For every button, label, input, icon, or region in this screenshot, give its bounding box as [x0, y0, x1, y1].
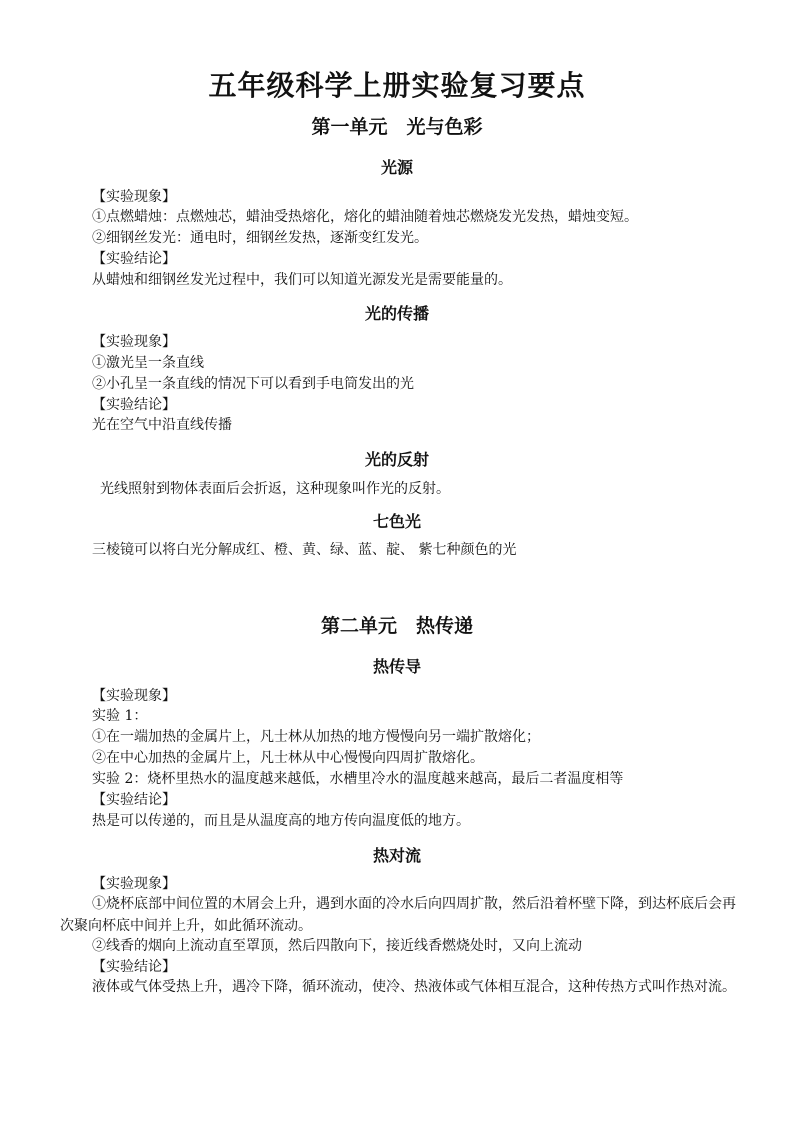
seven-colors-text: 三棱镜可以将白光分解成红、橙、黄、绿、蓝、靛、 紫七种颜色的光 — [92, 542, 517, 558]
unit2-heading: 第二单元 热传递 — [320, 615, 473, 637]
reflection-text: 光线照射到物体表面后会折返，这种现象叫作光的反射。 — [100, 481, 450, 497]
conduction-exp1-label: 实验 1： — [92, 708, 148, 724]
conduction-exp1-item-2: ②在中心加热的金属片上，凡士林从中心慢慢向四周扩散熔化。 — [92, 750, 484, 766]
light-source-heading: 光源 — [380, 158, 413, 177]
conduction-exp1-item-1: ①在一端加热的金属片上，凡士林从加热的地方慢慢向另一端扩散熔化； — [92, 729, 540, 745]
light-source-phenomenon-2: ②细钢丝发光：通电时，细钢丝发热，逐渐变红发光。 — [92, 230, 428, 246]
light-source-phenomenon-label: 【实验现象】 — [92, 189, 176, 205]
light-source-conclusion-label: 【实验结论】 — [92, 251, 176, 267]
conduction-exp2: 实验 2：烧杯里热水的温度越来越低，水槽里冷水的温度越来越高，最后二者温度相等 — [92, 771, 624, 787]
propagation-conclusion: 光在空气中沿直线传播 — [92, 417, 232, 433]
reflection-heading: 光的反射 — [364, 450, 429, 469]
propagation-phenomenon-1: ①激光呈一条直线 — [92, 355, 204, 371]
unit1-heading: 第一单元 光与色彩 — [311, 116, 483, 138]
convection-conclusion-label: 【实验结论】 — [92, 959, 176, 975]
propagation-heading: 光的传播 — [364, 304, 429, 323]
conduction-conclusion: 热是可以传递的，而且是从温度高的地方传向温度低的地方。 — [92, 813, 470, 829]
conduction-phenomenon-label: 【实验现象】 — [92, 688, 176, 704]
light-source-phenomenon-1: ①点燃蜡烛：点燃烛芯，蜡油受热熔化，熔化的蜡油随着烛芯燃烧发光发热，蜡烛变短。 — [92, 209, 638, 225]
propagation-conclusion-label: 【实验结论】 — [92, 397, 176, 413]
convection-phenomenon-2: ②线香的烟向上流动直至罩顶，然后四散向下，接近线香燃烧处时，又向上流动 — [92, 938, 582, 954]
convection-phenomenon-label: 【实验现象】 — [92, 876, 176, 892]
propagation-phenomenon-label: 【实验现象】 — [92, 334, 176, 350]
conduction-heading: 热传导 — [372, 657, 421, 676]
convection-conclusion: 液体或气体受热上升，遇冷下降，循环流动，使冷、热液体或气体相互混合，这种传热方式叫作热对流。 — [92, 979, 736, 995]
page-title: 五年级科学上册实验复习要点 — [208, 69, 586, 102]
seven-colors-heading: 七色光 — [372, 512, 421, 531]
conduction-conclusion-label: 【实验结论】 — [92, 792, 176, 808]
convection-phenomenon-1: ①烧杯底部中间位置的木屑会上升，遇到水面的冷水后向四周扩散，然后沿着杯壁下降，到达杯底后会再次聚向杯底中间并上升，如此循环流动。 — [60, 896, 736, 934]
propagation-phenomenon-2: ②小孔呈一条直线的情况下可以看到手电筒发出的光 — [92, 376, 414, 392]
light-source-conclusion: 从蜡烛和细钢丝发光过程中，我们可以知道光源发光是需要能量的。 — [92, 272, 512, 288]
convection-heading: 热对流 — [372, 846, 421, 865]
